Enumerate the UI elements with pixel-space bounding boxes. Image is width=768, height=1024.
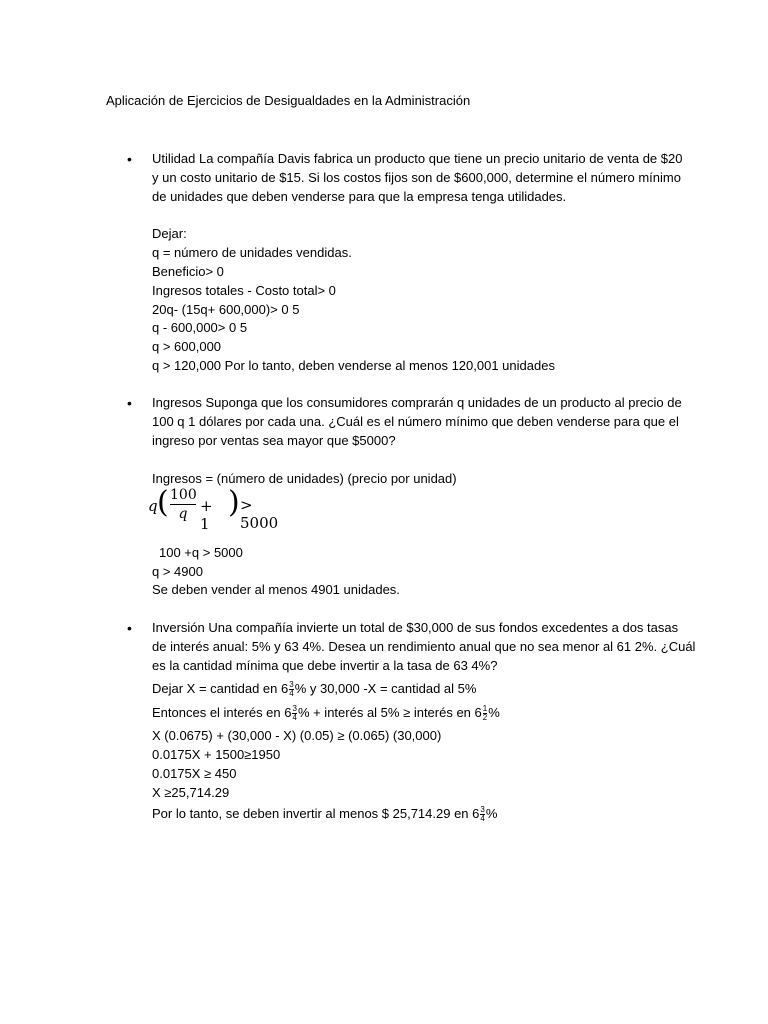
item3-work-4: X ≥25,714.29 bbox=[152, 785, 230, 800]
bullet-3: • bbox=[127, 620, 132, 636]
item2-work-2: q > 4900 bbox=[152, 564, 203, 579]
item3-conclusion bbox=[152, 805, 497, 823]
item3-line-3: es la cantidad mínima que debe invertir a la tasa de 63 4%? bbox=[152, 658, 498, 673]
formula-q: q bbox=[148, 497, 158, 515]
item2-line-1: Ingresos Suponga que los consumidores comprarán q unidades de un producto al precio de bbox=[152, 395, 682, 410]
item3-work-2: 0.0175X + 1500≥1950 bbox=[152, 747, 281, 762]
conclusion-text-b: % bbox=[485, 806, 498, 821]
entonces-text-b: % + interés al 5% ≥ interés en 6 bbox=[297, 705, 482, 720]
item1-work-6: q - 600,000> 0 5 bbox=[152, 320, 248, 335]
item1-work-2: q = número de unidades vendidas. bbox=[152, 245, 352, 260]
item1-work-3: Beneficio> 0 bbox=[152, 264, 224, 279]
item1-work-5: 20q- (15q+ 600,000)> 0 5 bbox=[152, 302, 300, 317]
entonces-frac2-num: 1 bbox=[482, 704, 488, 714]
entonces-frac2-den: 2 bbox=[482, 713, 488, 723]
item1-work-1: Dejar: bbox=[152, 226, 187, 241]
conclusion-text-a: Por lo tanto, se deben invertir al menos $ 25,714.29 en 6 bbox=[152, 806, 480, 821]
item1-line-1: Utilidad La compañía Davis fabrica un producto que tiene un precio unitario de venta de $20 bbox=[152, 151, 683, 166]
formula-numerator: 100 bbox=[170, 487, 197, 503]
formula-open-paren: ( bbox=[157, 485, 169, 520]
entonces-frac1-den: 4 bbox=[292, 713, 297, 723]
formula-close-paren: ) bbox=[228, 485, 240, 520]
item1-work-4: Ingresos totales - Costo total> 0 bbox=[152, 283, 336, 298]
item3-work-3: 0.0175X ≥ 450 bbox=[152, 766, 237, 781]
item1-line-3: de unidades que deben venderse para que la empresa tenga utilidades. bbox=[152, 189, 567, 204]
item3-dejar bbox=[152, 680, 476, 698]
formula-gt: > 5000 bbox=[240, 496, 279, 532]
entonces-text-a: Entonces el interés en 6 bbox=[152, 705, 292, 720]
page-title: Aplicación de Ejercicios de Desigualdades en la Administración bbox=[106, 93, 471, 108]
item2-line-2: 100 q 1 dólares por cada una. ¿Cuál es el número mínimo que deben venderse para que el bbox=[152, 414, 679, 429]
item2-line-3: ingreso por ventas sea mayor que $5000? bbox=[152, 433, 396, 448]
item1-work-8: q > 120,000 Por lo tanto, deben venderse al menos 120,001 unidades bbox=[152, 358, 555, 373]
item3-line-2: de interés anual: 5% y 63 4%. Desea un rendimiento anual que no sea menor al 61 2%. ¿Cuál bbox=[152, 639, 696, 654]
entonces-text-c: % bbox=[488, 705, 500, 720]
item2-work-3: Se deben vender al menos 4901 unidades. bbox=[152, 582, 400, 597]
dejar-text-a: Dejar X = cantidad en 6 bbox=[152, 681, 289, 696]
bullet-2: • bbox=[127, 395, 132, 411]
item1-line-2: y un costo unitario de $15. Si los costos fijos son de $600,000, determine el número mínimo bbox=[152, 170, 681, 185]
dejar-frac-den: 4 bbox=[289, 689, 294, 699]
formula-fraction bbox=[170, 486, 196, 523]
item3-entonces bbox=[152, 704, 500, 722]
conclusion-fraction bbox=[480, 806, 484, 823]
conclusion-frac-num: 3 bbox=[480, 805, 485, 815]
dejar-text-b: % y 30,000 -X = cantidad al 5% bbox=[294, 681, 477, 696]
item2-eq-label: Ingresos = (número de unidades) (precio por unidad) bbox=[152, 471, 457, 486]
item1-work-7: q > 600,000 bbox=[152, 339, 222, 354]
entonces-fraction-2 bbox=[483, 705, 487, 722]
item3-line-1: Inversión Una compañía invierte un total de $30,000 de sus fondos excedentes a dos tasas bbox=[152, 620, 679, 635]
formula-denominator: q bbox=[170, 504, 196, 523]
entonces-fraction-1 bbox=[292, 705, 296, 722]
item3-work-1: X (0.0675) + (30,000 - X) (0.05) ≥ (0.065) (30,000) bbox=[152, 728, 442, 743]
item2-work-1: 100 +q > 5000 bbox=[159, 545, 243, 560]
conclusion-frac-den: 4 bbox=[480, 814, 485, 824]
dejar-frac-num: 3 bbox=[289, 680, 294, 690]
entonces-frac1-num: 3 bbox=[292, 704, 297, 714]
dejar-fraction bbox=[289, 681, 293, 698]
formula-plus-one: + 1 bbox=[200, 497, 213, 533]
bullet-1: • bbox=[127, 151, 132, 167]
